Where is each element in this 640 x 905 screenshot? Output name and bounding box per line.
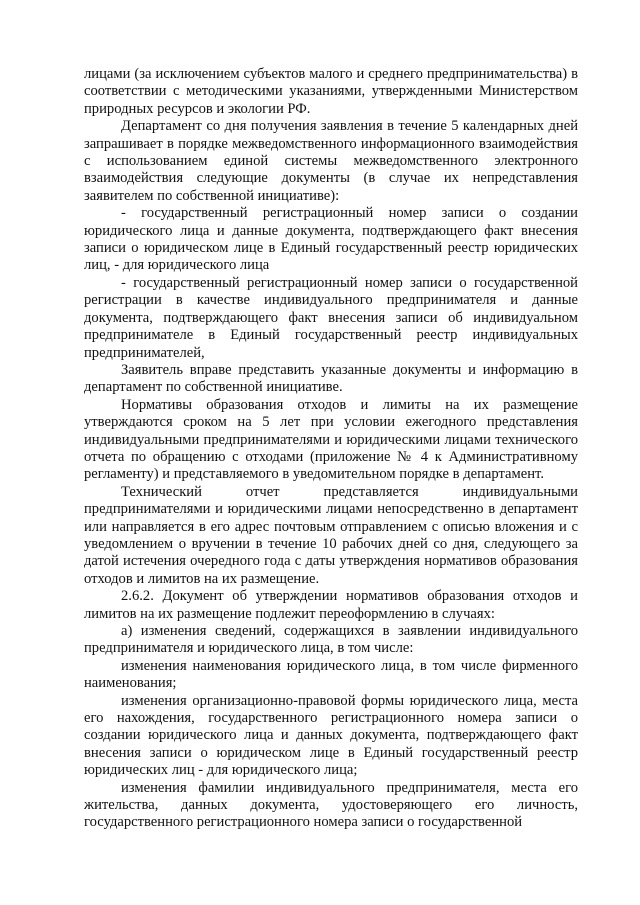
paragraph-7: Технический отчет представляется индивидуальными предпринимателями и юридическими лицами непосредственно в департамент или направляется в его адрес почтовым отправлением с описью вложения и с уведомлением о вручении в течение 10 рабочих дней со дня, следующего за датой истечения очередного года с даты утверждения нормативов образования отходов и лимитов на их размещение. xyxy=(84,483,578,587)
paragraph-4: - государственный регистрационный номер записи о государственной регистрации в качестве индивидуального предпринимателя и данные документа, подтверждающего факт внесения записи об индивидуальном предпринимателе в Единый государственный реестр индивидуальных предпринимателей, xyxy=(84,274,578,361)
document-body xyxy=(84,66,578,832)
paragraph-9: а) изменения сведений, содержащихся в заявлении индивидуального предпринимателя и юридического лица, в том числе: xyxy=(84,623,578,657)
paragraph-12: изменения фамилии индивидуального предпринимателя, места его жительства, данных документа, удостоверяющего его личность, государственного регистрационного номера записи о государственной xyxy=(84,779,578,831)
paragraph-8: 2.6.2. Документ об утверждении нормативов образования отходов и лимитов на их размещение подлежит переоформлению в случаях: xyxy=(84,588,578,622)
paragraph-11: изменения организационно-правовой формы юридического лица, места его нахождения, государственного регистрационного номера записи о создании юридического лица и данных документа, подтверждающего факт внесения записи о юридическом лице в Единый государственный реестр юридических лиц - для юридического лица; xyxy=(84,692,578,779)
paragraph-6: Нормативы образования отходов и лимиты на их размещение утверждаются сроком на 5 лет при условии ежегодного представления индивидуальными предпринимателями и юридическими лицами технического отчета по обращению с отходами (приложение № 4 к Административному регламенту) и представляемого в уведомительном порядке в департамент. xyxy=(84,396,578,483)
paragraph-5: Заявитель вправе представить указанные документы и информацию в департамент по собственной инициативе. xyxy=(84,361,578,396)
paragraph-1: лицами (за исключением субъектов малого и среднего предпринимательства) в соответствии с методическими указаниями, утвержденными Министерством природных ресурсов и экологии РФ. xyxy=(84,66,578,117)
paragraph-3: - государственный регистрационный номер записи о создании юридического лица и данные документа, подтверждающего факт внесения записи о юридическом лице в Единый государственный реестр юридических лиц, - для юридического лица xyxy=(84,205,578,274)
paragraph-2: Департамент со дня получения заявления в течение 5 календарных дней запрашивает в порядке межведомственного информационного взаимодействия с использованием единой системы межведомственного электронного взаимодействия следующие документы (в случае их непредставления заявителем по собственной инициативе): xyxy=(84,118,578,204)
paragraph-10: изменения наименования юридического лица, в том числе фирменного наименования; xyxy=(84,657,578,692)
